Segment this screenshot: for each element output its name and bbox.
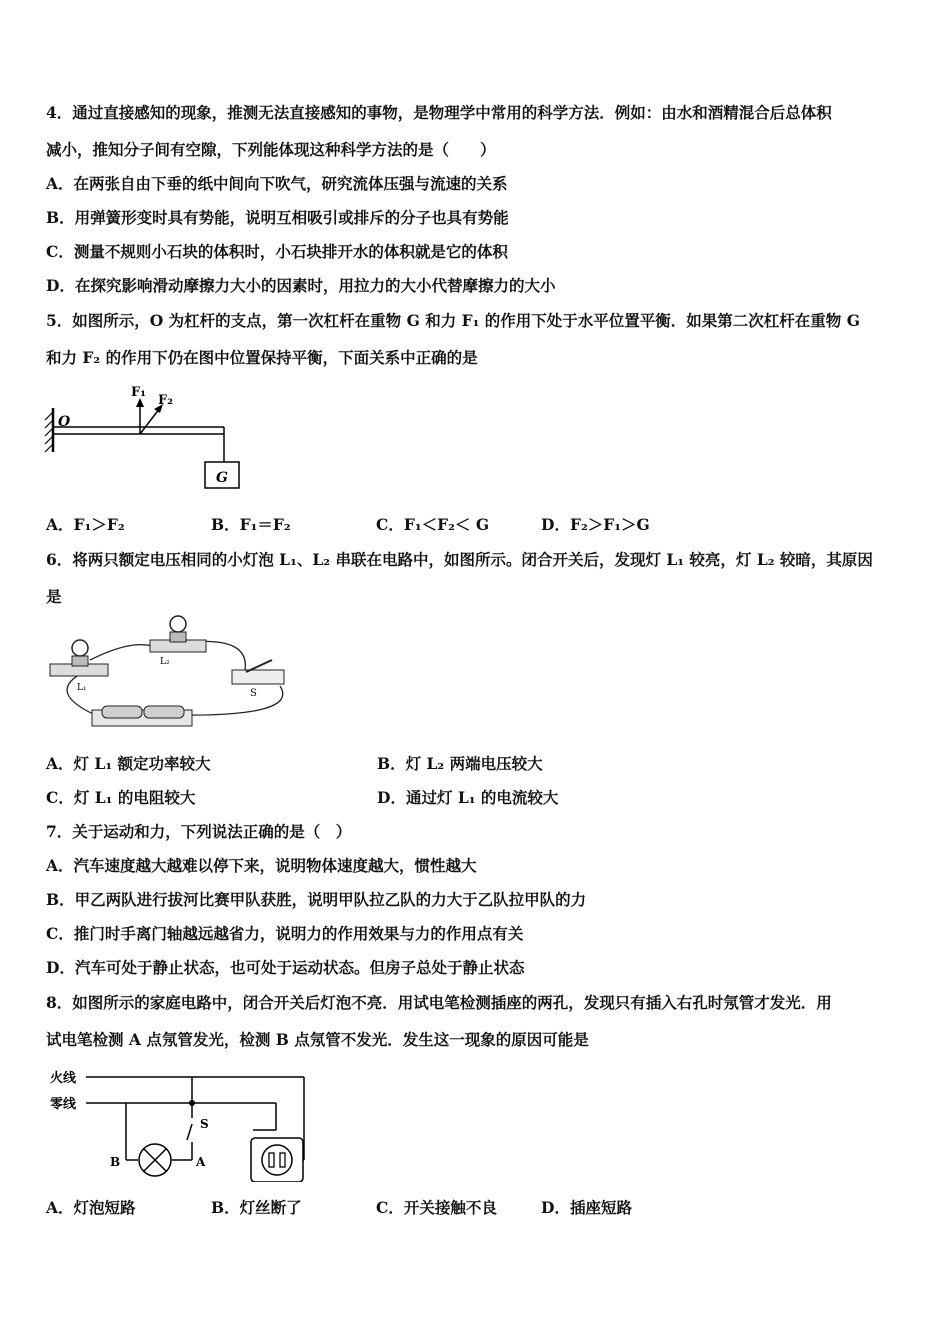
q5-option-b: B．F₁＝F₂ xyxy=(211,515,291,534)
q4-option-a: A．在两张自由下垂的纸中间向下吹气，研究流体压强与流速的关系 xyxy=(46,174,508,193)
q4-option-c: C．测量不规则小石块的体积时，小石块排开水的体积就是它的体积 xyxy=(46,242,508,261)
q8-switch-label: S xyxy=(200,1117,209,1131)
q5-option-d: D．F₂＞F₁＞G xyxy=(541,515,650,534)
q8-option-d: D．插座短路 xyxy=(541,1198,632,1217)
q8-option-a: A．灯泡短路 xyxy=(46,1198,136,1217)
q7-option-d: D．汽车可处于静止状态，也可处于运动状态。但房子总处于静止状态 xyxy=(46,958,525,977)
q4-option-d: D．在探究影响滑动摩擦力大小的因素时，用拉力的大小代替摩擦力的大小 xyxy=(46,276,556,295)
q6-option-a: A．灯 L₁ 额定功率较大 xyxy=(46,754,211,773)
q4-stem-line1: 4．通过直接感知的现象，推测无法直接感知的事物，是物理学中常用的科学方法．例如：由水和酒精混合后总体积 xyxy=(46,103,832,122)
q8-stem-line2: 试电笔检测 A 点氖管发光，检测 B 点氖管不发光．发生这一现象的原因可能是 xyxy=(46,1030,589,1049)
q6-option-b: B．灯 L₂ 两端电压较大 xyxy=(377,754,543,773)
q7-option-a: A．汽车速度越大越难以停下来，说明物体速度越大，惯性越大 xyxy=(46,856,477,875)
q6-option-d: D．通过灯 L₁ 的电流较大 xyxy=(377,788,559,807)
q6-stem-line1: 6．将两只额定电压相同的小灯泡 L₁、L₂ 串联在电路中，如图所示。闭合开关后，发现灯 L₁ 较亮，灯 L₂ 较暗，其原因 xyxy=(46,550,873,569)
q4-stem-line2: 减小，推知分子间有空隙，下列能体现这种科学方法的是（ ） xyxy=(46,140,496,159)
q7-stem-line1: 7．关于运动和力，下列说法正确的是（ ） xyxy=(46,822,352,841)
q6-l2-label: L₂ xyxy=(160,657,170,667)
q4-option-b: B．用弹簧形变时具有势能，说明互相吸引或排斥的分子也具有势能 xyxy=(46,208,509,227)
q8-neutral-label: 零线 xyxy=(50,1097,77,1112)
q5-pivot-label: O xyxy=(58,414,71,430)
q8-stem-line1: 8．如图所示的家庭电路中，闭合开关后灯泡不亮．用试电笔检测插座的两孔，发现只有插入右孔时氖管才发光．用 xyxy=(46,993,832,1012)
q6-stem-line2: 是 xyxy=(46,587,62,606)
q5-option-a: A．F₁＞F₂ xyxy=(46,515,125,534)
q6-switch-label: S xyxy=(250,688,257,699)
q6-l1-label: L₁ xyxy=(77,683,87,693)
q5-f2-label: F₂ xyxy=(158,393,173,408)
q8-b-label: B xyxy=(110,1155,121,1169)
q7-option-c: C．推门时手离门轴越远越省力，说明力的作用效果与力的作用点有关 xyxy=(46,924,524,943)
q5-stem-line2: 和力 F₂ 的作用下仍在图中位置保持平衡，下面关系中正确的是 xyxy=(46,348,478,367)
q7-option-b: B．甲乙两队进行拔河比赛甲队获胜，说明甲队拉乙队的力大于乙队拉甲队的力 xyxy=(46,890,587,909)
q8-option-b: B．灯丝断了 xyxy=(211,1198,302,1217)
q8-live-label: 火线 xyxy=(50,1071,77,1086)
q8-option-c: C．开关接触不良 xyxy=(376,1198,497,1217)
q5-f1-label: F₁ xyxy=(131,385,146,400)
q5-weight-label: G xyxy=(216,470,228,486)
q8-circuit-figure xyxy=(46,1062,316,1182)
q5-lever-figure xyxy=(40,380,240,495)
q6-option-c: C．灯 L₁ 的电阻较大 xyxy=(46,788,196,807)
q6-circuit-figure xyxy=(40,612,290,737)
q5-stem-line1: 5．如图所示，O 为杠杆的支点，第一次杠杆在重物 G 和力 F₁ 的作用下处于水平位置平衡．如果第二次杠杆在重物 G xyxy=(46,311,860,330)
q5-option-c: C．F₁＜F₂＜ G xyxy=(376,515,490,534)
q8-a-label: A xyxy=(196,1155,206,1169)
